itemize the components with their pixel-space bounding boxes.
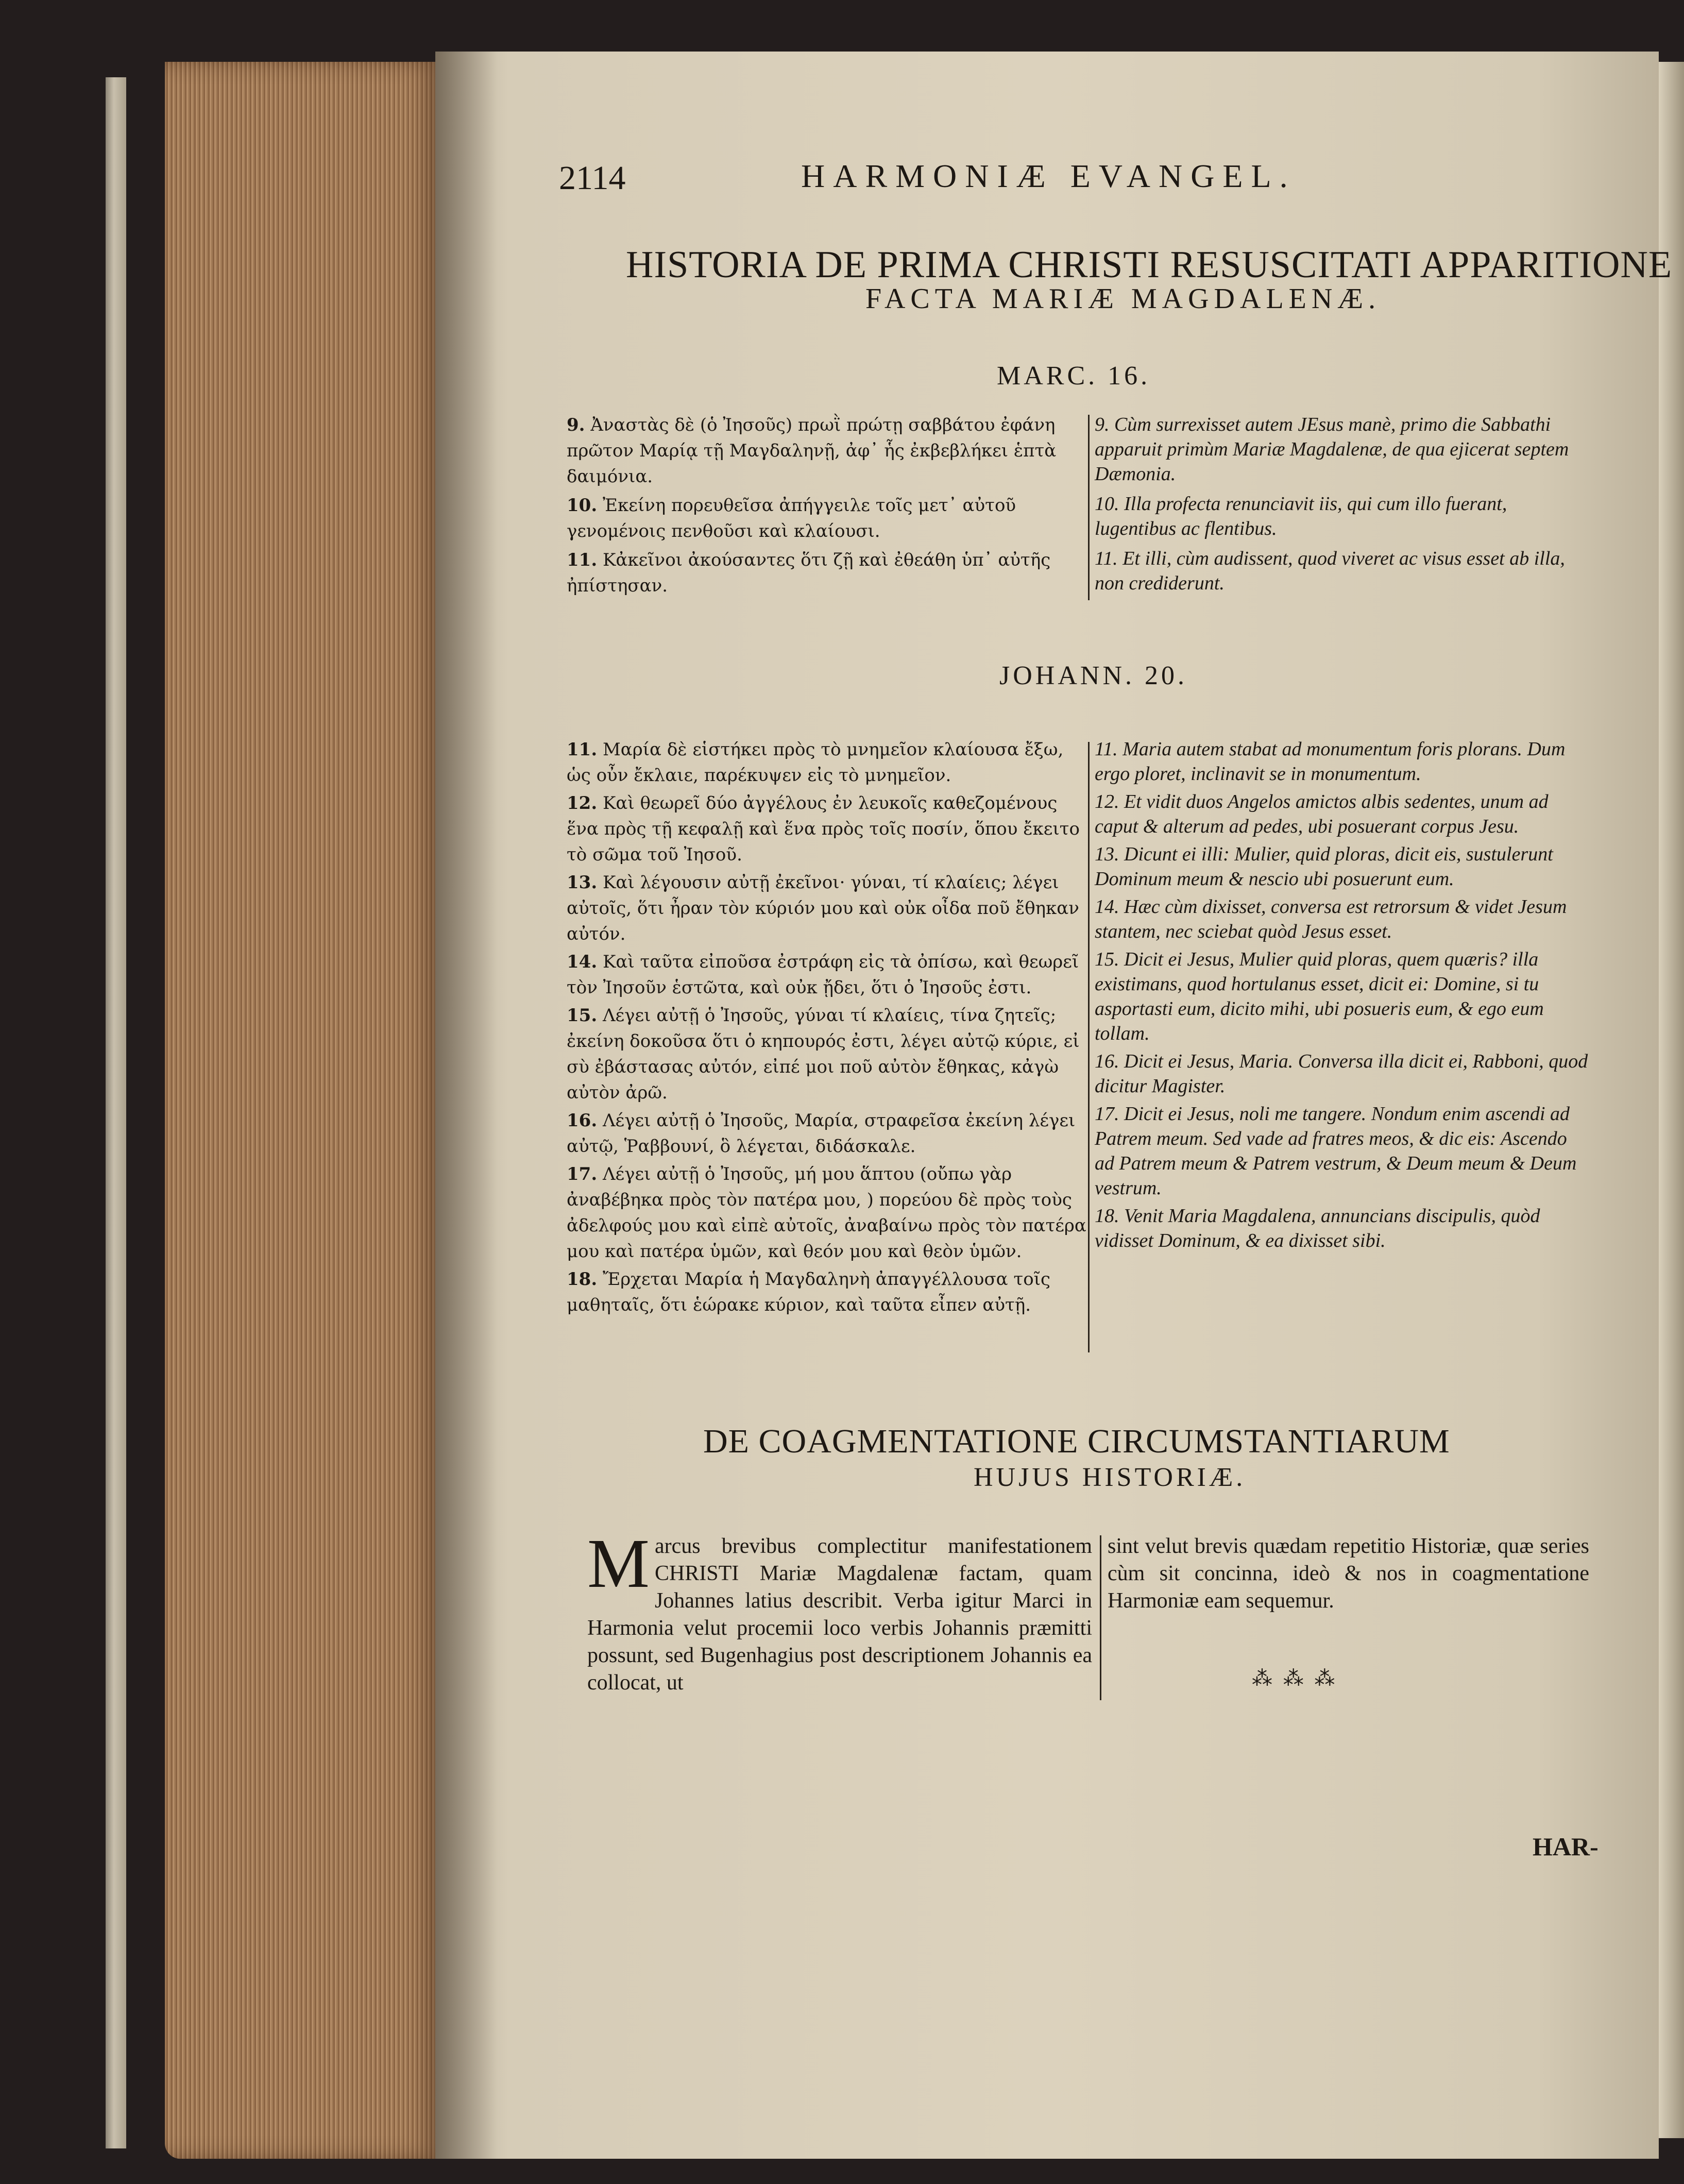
verse-text: Καὶ ταῦτα εἰποῦσα ἐστράφη εἰς τὰ ὀπίσω, καὶ θεωρεῖ τὸν Ἰησοῦν ἑστῶτα, καὶ οὐκ ᾔδει, ὅτι ὁ Ἰησοῦς ἐστι. xyxy=(567,952,1079,998)
verse xyxy=(1095,1204,1589,1253)
marc-latin-column xyxy=(1095,412,1589,596)
section-title: DE COAGMENTATIONE CIRCUMSTANTIARUM xyxy=(703,1423,1450,1460)
verse xyxy=(567,412,1087,489)
drop-capital: M xyxy=(587,1525,650,1602)
verse-number: 10. xyxy=(567,495,598,516)
verse-number: 17. xyxy=(567,1164,598,1184)
johann-greek-column xyxy=(567,737,1087,1318)
verse-number: 9. xyxy=(1095,414,1110,435)
verse-number: 11. xyxy=(1095,548,1118,569)
catchword: HAR- xyxy=(1533,1832,1598,1861)
verse-text: Dicit ei Jesus, Mulier quid ploras, quem quæris? illa existimans, quod hortulanus esset, dicit ei: Domine, si tu asportasti eum, dicito mihi, ubi posueris eum, & ego eum tollam. xyxy=(1095,949,1544,1044)
verse-text: Cùm surrexisset autem JEsus manè, primo die Sabbathi apparuit primùm Mariæ Magdalenæ, de qua ejicerat septem Dæmonia. xyxy=(1095,414,1569,485)
verse xyxy=(567,1108,1087,1159)
verse-number: 18. xyxy=(567,1269,598,1290)
johann-latin-column xyxy=(1095,737,1589,1253)
verse-number: 14. xyxy=(1095,896,1119,918)
verse xyxy=(1095,737,1589,786)
verse xyxy=(567,547,1087,599)
running-title: HARMONIÆ EVANGEL. xyxy=(801,158,1296,194)
commentary-right xyxy=(1108,1533,1589,1615)
verse-number: 15. xyxy=(567,1005,598,1026)
verse-text: Καὶ θεωρεῖ δύο ἀγγέλους ἐν λευκοῖς καθεζομένους ἕνα πρὸς τῇ κεφαλῇ καὶ ἕνα πρὸς τοῖς ποσίν, ὅπου ἔκειτο τὸ σῶμα τοῦ Ἰησοῦ. xyxy=(567,793,1080,865)
verse-text: Et illi, cùm audissent, quod viveret ac visus esset ab illa, non crediderunt. xyxy=(1095,548,1565,594)
verse-text: Hæc cùm dixisset, conversa est retrorsum & videt Jesum stantem, nec sciebat quòd Jesus esset. xyxy=(1095,896,1567,942)
column-rule xyxy=(1088,742,1090,1352)
verse-number: 15. xyxy=(1095,949,1119,970)
verse xyxy=(567,1003,1087,1106)
column-rule xyxy=(1100,1535,1101,1700)
marc-greek-column xyxy=(567,412,1087,599)
verse-text: Dicunt ei illi: Mulier, quid ploras, dicit eis, sustulerunt Dominum meum & nescio ubi posuerunt eum. xyxy=(1095,843,1553,890)
verse-number: 11. xyxy=(1095,738,1118,760)
verse-text: Et vidit duos Angelos amictos albis sedentes, unum ad caput & alterum ad pedes, ubi posuerant corpus Jesu. xyxy=(1095,791,1549,837)
verse-text: Dicit ei Jesus, noli me tangere. Nondum enim ascendi ad Patrem meum. Sed vade ad fratres meos, & dic eis: Ascendo ad Patrem meum & Patrem vestrum, & Deum meum & Deum vestrum. xyxy=(1095,1103,1577,1199)
verse-number: 13. xyxy=(567,872,598,893)
verse xyxy=(567,737,1087,788)
chapter-title: HISTORIA DE PRIMA CHRISTI RESUSCITATI APPARITIONE xyxy=(626,244,1673,286)
ornament-asterisms: ⁂ ⁂ ⁂ xyxy=(1252,1667,1337,1690)
verse xyxy=(567,949,1087,1001)
verse-text: Λέγει αὐτῇ ὁ Ἰησοῦς, Μαρία, στραφεῖσα ἐκείνη λέγει αὐτῷ, Ῥαββουνί, ὃ λέγεται, διδάσκαλε. xyxy=(567,1110,1076,1157)
verse-text: Maria autem stabat ad monumentum foris plorans. Dum ergo ploret, inclinavit se in monumentum. xyxy=(1095,738,1566,785)
verse xyxy=(1095,842,1589,891)
chapter-subtitle: FACTA MARIÆ MAGDALENÆ. xyxy=(865,283,1381,315)
verse-text: Dicit ei Jesus, Maria. Conversa illa dicit ei, Rabboni, quod dicitur Magister. xyxy=(1095,1051,1588,1097)
verse xyxy=(567,870,1087,947)
verse-number: 12. xyxy=(567,793,598,814)
verse-text: Ἐκείνη πορευθεῖσα ἀπήγγειλε τοῖς μετ᾽ αὐτοῦ γενομένοις πενθοῦσι καὶ κλαίουσι. xyxy=(567,495,1016,541)
verse-text: Λέγει αὐτῇ ὁ Ἰησοῦς, γύναι τί κλαίεις, τίνα ζητεῖς; ἐκείνη δοκοῦσα ὅτι ὁ κηπουρός ἐστι, λέγει αὐτῷ κύριε, εἰ σὺ ἐβάστασας αὐτόν, εἰπέ μοι ποῦ αὐτὸν ἔθηκας, κἀγὼ αὐτὸν ἀρῶ. xyxy=(567,1005,1080,1103)
verse-text: Venit Maria Magdalena, annuncians discipulis, quòd vidisset Dominum, & ea dixisset sibi. xyxy=(1095,1205,1540,1251)
book-spine xyxy=(106,77,126,2148)
verse xyxy=(1095,492,1589,541)
verse xyxy=(1095,546,1589,596)
verse xyxy=(1095,1102,1589,1200)
verse xyxy=(1095,789,1589,839)
commentary-left xyxy=(587,1525,1092,1697)
page-block-edge xyxy=(165,62,443,2159)
commentary-right-text: sint velut brevis quædam repetitio Historiæ, quæ series cùm sit concinna, ideò & nos in coagmentatione Harmoniæ eam sequemur. xyxy=(1108,1534,1589,1613)
verse-number: 17. xyxy=(1095,1103,1119,1125)
verse-number: 11. xyxy=(567,550,598,570)
verse-text: Καὶ λέγουσιν αὐτῇ ἐκεῖνοι· γύναι, τί κλαίεις; λέγει αὐτοῖς, ὅτι ἦραν τὸν κύριόν μου καὶ οὐκ οἶδα ποῦ ἔθηκαν αὐτόν. xyxy=(567,872,1079,944)
verse xyxy=(567,1266,1087,1318)
verse xyxy=(1095,412,1589,486)
verse-number: 18. xyxy=(1095,1205,1119,1227)
section-subtitle: HUJUS HISTORIÆ. xyxy=(974,1463,1246,1492)
verse-text: Ἔρχεται Μαρία ἡ Μαγδαληνὴ ἀπαγγέλλουσα τοῖς μαθηταῖς, ὅτι ἑώρακε κύριον, καὶ ταῦτα εἶπεν αὐτῇ. xyxy=(567,1269,1051,1315)
verse xyxy=(1095,1049,1589,1098)
page-number: 2114 xyxy=(559,159,626,197)
verse xyxy=(1095,947,1589,1046)
verse-text: Λέγει αὐτῇ ὁ Ἰησοῦς, μή μου ἅπτου (οὔπω γὰρ ἀναβέβηκα πρὸς τὸν πατέρα μου, ) πορεύου δὲ πρὸς τοὺς ἀδελφούς μου καὶ εἰπὲ αὐτοῖς, ἀναβαίνω πρὸς τὸν πατέρα μου καὶ πατέρα ὑμῶν, καὶ θεόν μου καὶ θεὸν ὑμῶν. xyxy=(567,1164,1086,1262)
verse-number: 14. xyxy=(567,952,598,972)
verse-number: 9. xyxy=(567,415,585,435)
verse-number: 16. xyxy=(567,1110,598,1131)
column-rule xyxy=(1088,415,1090,600)
verse-number: 13. xyxy=(1095,843,1119,865)
verse-text: Κἀκεῖνοι ἀκούσαντες ὅτι ζῇ καὶ ἐθεάθη ὑπ᾽ αὐτῆς ἠπίστησαν. xyxy=(567,550,1051,596)
marc-heading: MARC. 16. xyxy=(997,361,1151,391)
verse xyxy=(567,493,1087,544)
verse-number: 16. xyxy=(1095,1051,1119,1072)
gutter-shadow xyxy=(435,52,497,2159)
verse xyxy=(567,1161,1087,1264)
verse-text: Ἀναστὰς δὲ (ὁ Ἰησοῦς) πρωῒ πρώτῃ σαββάτου ἐφάνη πρῶτον Μαρίᾳ τῇ Μαγδαληνῇ, ἀφ᾽ ἧς ἐκβεβλήκει ἑπτὰ δαιμόνια. xyxy=(567,415,1057,487)
verse xyxy=(1095,894,1589,944)
johann-heading: JOHANN. 20. xyxy=(999,661,1187,690)
verse-text: Μαρία δὲ εἱστήκει πρὸς τὸ μνημεῖον κλαίουσα ἔξω, ὡς οὖν ἔκλαιε, παρέκυψεν εἰς τὸ μνημεῖον. xyxy=(567,739,1064,786)
verse-number: 11. xyxy=(567,739,598,760)
verse-text: Illa profecta renunciavit iis, qui cum illo fuerant, lugentibus ac flentibus. xyxy=(1095,493,1507,539)
verse-number: 10. xyxy=(1095,493,1119,515)
commentary-left-text: arcus brevibus complectitur manifestationem CHRISTI Mariæ Magdalenæ factam, quam Johannes latius describit. Verba igitur Marci in Harmonia velut procemii loco verbis Johannis præmitti possunt, sed Bugenhagius post descriptionem Johannis ea collocat, ut xyxy=(587,1534,1092,1695)
verse-number: 12. xyxy=(1095,791,1119,812)
verse xyxy=(567,790,1087,868)
